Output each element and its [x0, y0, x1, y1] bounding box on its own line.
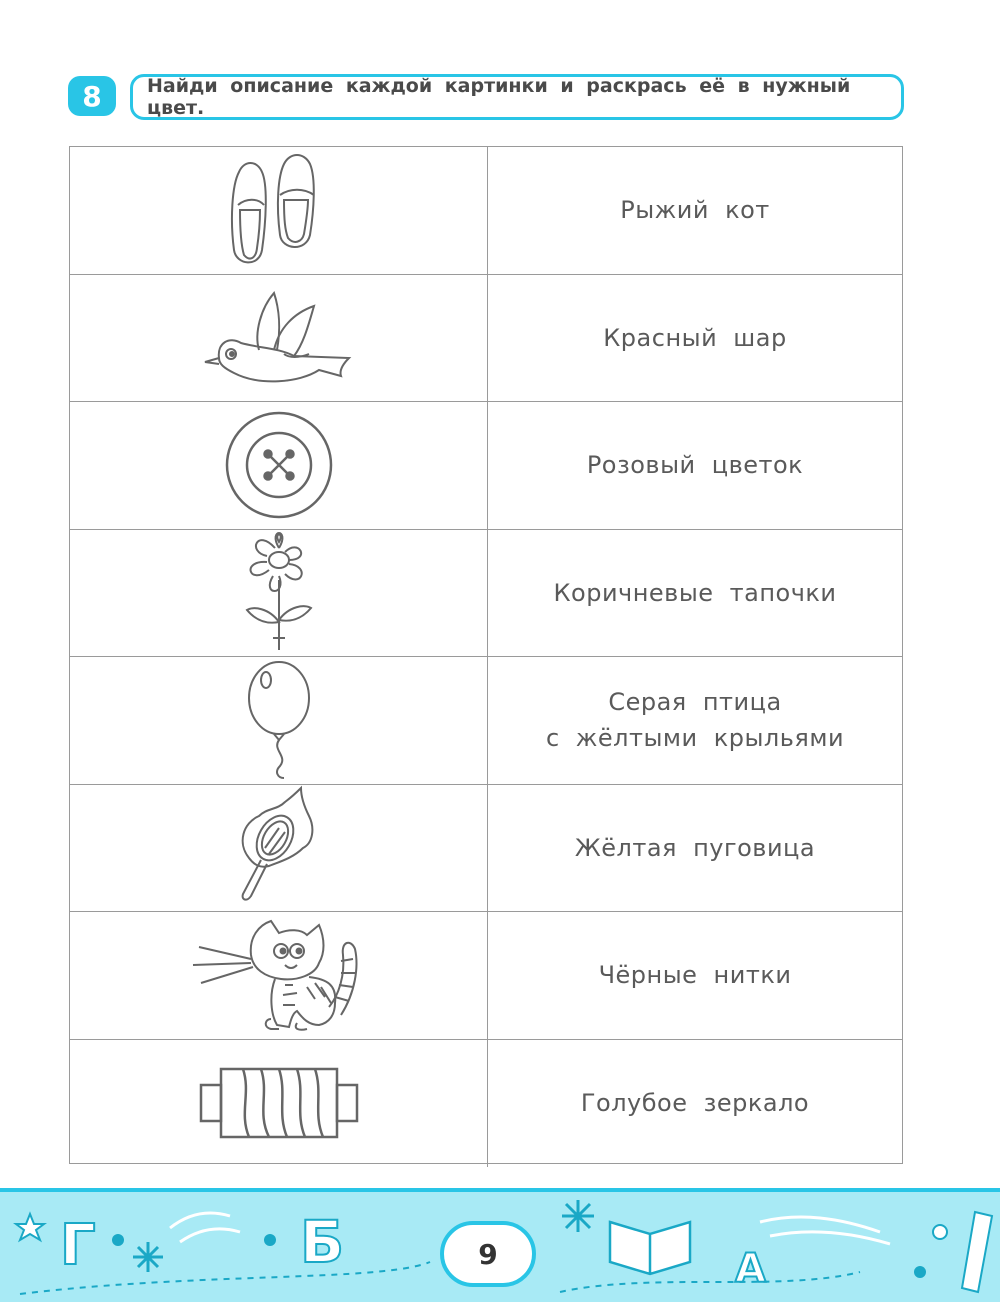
star-icon — [16, 1214, 44, 1240]
task-number-badge: 8 — [68, 76, 116, 116]
description-cell — [488, 785, 902, 912]
picture-cell[interactable] — [70, 147, 488, 274]
description-text: с жёлтыми крыльями — [545, 724, 845, 753]
table-row — [70, 785, 902, 913]
snowflake-icon — [133, 1242, 163, 1272]
task-instruction: Найди описание каждой картинки и раскрась её в нужный цвет. — [130, 74, 904, 120]
description-text: Красный шар — [603, 323, 787, 352]
table-row — [70, 530, 902, 658]
description-cell — [488, 657, 902, 784]
decor-letter: Г — [60, 1213, 96, 1278]
book-icon — [610, 1222, 690, 1274]
table-row — [70, 657, 902, 785]
description-cell — [488, 402, 902, 529]
pencil-icon — [962, 1212, 992, 1292]
description-text: Жёлтая пуговица — [574, 833, 816, 862]
page-number: 9 — [440, 1221, 536, 1287]
description-text: Рыжий кот — [620, 196, 770, 225]
description-cell — [488, 1040, 902, 1168]
picture-cell[interactable] — [70, 402, 488, 529]
mirror-icon[interactable] — [229, 788, 329, 908]
thread-spool-icon[interactable] — [199, 1063, 359, 1143]
decor-letter: Б — [300, 1208, 345, 1276]
table-row — [70, 275, 902, 403]
table-row — [70, 912, 902, 1040]
description-text: Коричневые тапочки — [553, 578, 837, 607]
balloon-icon[interactable] — [244, 660, 314, 780]
picture-cell[interactable] — [70, 275, 488, 402]
table-row — [70, 402, 902, 530]
description-cell — [488, 147, 902, 274]
snowflake-icon — [562, 1200, 594, 1232]
slippers-icon[interactable] — [224, 150, 334, 270]
picture-cell[interactable] — [70, 912, 488, 1039]
picture-cell[interactable] — [70, 657, 488, 784]
description-cell — [488, 275, 902, 402]
decor-letter: А — [735, 1246, 766, 1292]
picture-cell[interactable] — [70, 1040, 488, 1168]
table-row — [70, 147, 902, 275]
flower-icon[interactable] — [239, 530, 319, 655]
description-text: Розовый цветок — [586, 451, 804, 480]
description-cell — [488, 912, 902, 1039]
cat-icon[interactable] — [179, 915, 379, 1035]
description-cell — [488, 530, 902, 657]
table-row — [70, 1040, 902, 1168]
description-text: Чёрные нитки — [598, 961, 792, 990]
picture-cell[interactable] — [70, 530, 488, 657]
matching-table — [69, 146, 903, 1164]
task-header — [68, 74, 904, 118]
description-text: Серая птица — [608, 688, 782, 717]
picture-cell[interactable] — [70, 785, 488, 912]
description-text: Голубое зеркало — [580, 1089, 810, 1118]
bird-icon[interactable] — [199, 288, 359, 388]
button-icon[interactable] — [224, 410, 334, 520]
